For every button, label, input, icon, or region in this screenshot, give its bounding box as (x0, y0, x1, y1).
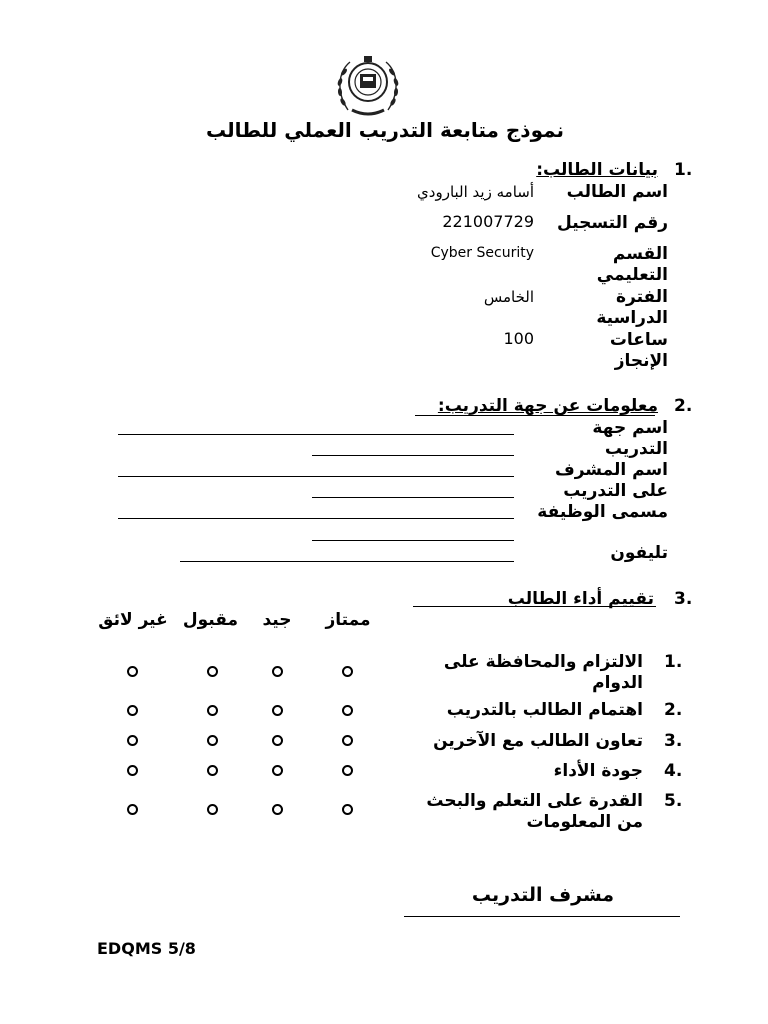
section-3-heading: تقييم أداء الطالب (507, 589, 654, 609)
training-entity-label: اسم جهة التدريب (592, 418, 668, 459)
phone-line[interactable] (180, 561, 514, 562)
supervisor-name-line-2[interactable] (312, 497, 514, 498)
radio-circle-icon[interactable] (207, 666, 218, 677)
completed-hours-label: ساعات الإنجاز (609, 330, 668, 371)
study-period-value: الخامس (483, 288, 534, 306)
section-2-heading: معلومات عن جهة التدريب: (437, 396, 658, 416)
completed-hours-value: 100 (503, 329, 534, 348)
radio-circle-icon[interactable] (272, 666, 283, 677)
department-label: القسم التعليمي (596, 244, 668, 285)
supervisor-name-label: اسم المشرف على التدريب (554, 460, 668, 501)
radio-circle-icon[interactable] (272, 735, 283, 746)
criterion-2-number: 2. (664, 700, 683, 720)
footer-code: EDQMS 5/8 (97, 939, 196, 958)
criterion-3-number: 3. (664, 731, 683, 751)
section-3-heading-rule (413, 606, 656, 607)
section-2-number: 2. (674, 396, 693, 416)
col-excellent: ممتاز (325, 610, 371, 630)
phone-label: تليفون (610, 543, 668, 563)
radio-circle-icon[interactable] (207, 735, 218, 746)
radio-circle-icon[interactable] (207, 765, 218, 776)
col-unfit: غير لائق (98, 610, 168, 630)
radio-circle-icon[interactable] (342, 666, 353, 677)
radio-circle-icon[interactable] (272, 705, 283, 716)
student-name-label: اسم الطالب (566, 182, 668, 202)
form-title: نموذج متابعة التدريب العملي للطالب (205, 118, 565, 142)
job-title-line[interactable] (118, 518, 514, 519)
student-name-value: أسامه زيد البارودي (417, 183, 534, 201)
radio-circle-icon[interactable] (272, 804, 283, 815)
radio-circle-icon[interactable] (127, 765, 138, 776)
study-period-label: الفترة الدراسية (596, 287, 668, 328)
section-1-number: 1. (674, 160, 693, 180)
radio-circle-icon[interactable] (207, 804, 218, 815)
radio-circle-icon[interactable] (127, 666, 138, 677)
radio-circle-icon[interactable] (342, 705, 353, 716)
radio-circle-icon[interactable] (127, 804, 138, 815)
registration-number-label: رقم التسجيل (557, 213, 668, 233)
supervisor-name-line[interactable] (118, 476, 514, 477)
section-1-heading: بيانات الطالب: (536, 160, 658, 180)
radio-circle-icon[interactable] (207, 705, 218, 716)
job-title-line-2[interactable] (312, 540, 514, 541)
radio-circle-icon[interactable] (342, 765, 353, 776)
section-3-number: 3. (674, 589, 693, 609)
radio-circle-icon[interactable] (342, 735, 353, 746)
criterion-1-number: 1. (664, 652, 683, 672)
training-entity-line-2[interactable] (312, 455, 514, 456)
section-2-heading-rule (415, 415, 655, 416)
criterion-4-text: جودة الأداء (553, 761, 643, 781)
radio-circle-icon[interactable] (127, 705, 138, 716)
department-value: Cyber Security (430, 245, 534, 261)
job-title-label: مسمى الوظيفة (537, 502, 668, 522)
col-good: جيد (262, 610, 292, 630)
criterion-5-text: القدرة على التعلم والبحث من المعلومات (426, 791, 643, 832)
registration-number-value: 221007729 (442, 212, 534, 231)
criterion-5-number: 5. (664, 791, 683, 811)
criterion-4-number: 4. (664, 761, 683, 781)
criterion-1-text: الالتزام والمحافظة على الدوام (443, 652, 643, 693)
criterion-2-text: اهتمام الطالب بالتدريب (446, 700, 643, 720)
radio-circle-icon[interactable] (127, 735, 138, 746)
radio-circle-icon[interactable] (272, 765, 283, 776)
supervisor-signature-label: مشرف التدريب (471, 884, 615, 906)
university-emblem-icon (330, 52, 406, 120)
supervisor-signature-line[interactable] (404, 916, 680, 917)
criterion-3-text: تعاون الطالب مع الآخرين (433, 731, 643, 751)
col-acceptable: مقبول (182, 610, 238, 630)
radio-circle-icon[interactable] (342, 804, 353, 815)
training-entity-line[interactable] (118, 434, 514, 435)
